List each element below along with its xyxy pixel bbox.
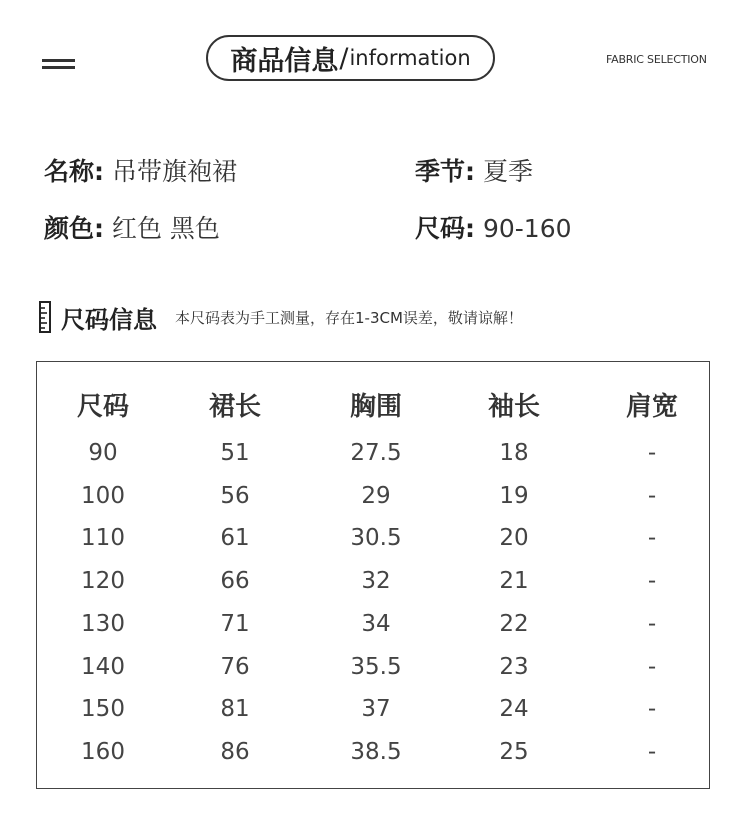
- product-color: [44, 209, 220, 245]
- table-cell: 30.5: [350, 525, 402, 552]
- page-title: 商品信息: [230, 45, 339, 77]
- table-cell: 21: [499, 568, 529, 595]
- table-cell: 32: [361, 568, 391, 595]
- table-cell: 81: [220, 696, 250, 723]
- season-value: 夏季: [482, 157, 533, 186]
- table-cell: 29: [361, 482, 391, 509]
- table-row: [37, 739, 709, 771]
- table-cell: 38.5: [350, 738, 402, 765]
- table-cell: -: [647, 738, 657, 765]
- table-cell: 86: [220, 738, 250, 765]
- table-cell: 23: [499, 653, 529, 680]
- season-label: 季节:: [415, 157, 475, 186]
- table-cell: 35.5: [350, 653, 402, 680]
- table-row: [37, 696, 709, 728]
- table-row: [37, 654, 709, 686]
- product-size: [415, 209, 572, 245]
- table-cell: 27.5: [350, 440, 402, 466]
- menu-icon: [42, 59, 75, 69]
- table-cell: 100: [81, 482, 125, 509]
- table-cell: -: [647, 440, 657, 466]
- header-sleeve: 袖长: [487, 392, 541, 422]
- table-cell: 34: [361, 610, 391, 637]
- table-cell: 160: [81, 738, 125, 765]
- table-cell: 24: [499, 696, 529, 723]
- name-label: 名称:: [44, 157, 104, 186]
- product-name: [44, 152, 237, 188]
- table-cell: -: [647, 696, 657, 723]
- table-cell: 90: [88, 440, 118, 466]
- color-value: 红色 黑色: [111, 214, 220, 243]
- header-length: 裙长: [208, 392, 262, 422]
- title-separator: /: [339, 42, 349, 74]
- name-value: 吊带旗袍裙: [111, 157, 237, 186]
- table-cell: 66: [220, 568, 250, 595]
- product-season: [415, 152, 533, 188]
- table-cell: 71: [220, 610, 250, 637]
- table-cell: 61: [220, 525, 250, 552]
- table-cell: 120: [81, 568, 125, 595]
- size-section-note: 本尺码表为手工测量，存在1-3CM误差，敬请谅解！: [175, 308, 523, 327]
- table-row: [37, 611, 709, 643]
- section-title-pill: [206, 35, 495, 81]
- size-section-title: 尺码信息: [61, 305, 157, 334]
- table-cell: 56: [220, 482, 250, 509]
- size-table: [36, 361, 710, 789]
- table-row: [37, 483, 709, 515]
- size-label: 尺码:: [415, 214, 475, 243]
- table-cell: 76: [220, 653, 250, 680]
- table-row: [37, 568, 709, 600]
- fabric-selection-label: FABRIC SELECTION: [606, 53, 707, 66]
- ruler-icon: [39, 301, 51, 333]
- table-cell: 19: [499, 482, 529, 509]
- table-row: [37, 440, 709, 472]
- table-cell: -: [647, 653, 657, 680]
- table-cell: -: [647, 525, 657, 552]
- table-cell: 18: [499, 440, 529, 466]
- table-cell: 140: [81, 653, 125, 680]
- table-cell: 110: [81, 525, 125, 552]
- table-cell: 25: [499, 738, 529, 765]
- size-value: 90-160: [482, 214, 572, 243]
- table-cell: 150: [81, 696, 125, 723]
- table-cell: 130: [81, 610, 125, 637]
- table-cell: -: [647, 482, 657, 509]
- table-cell: 20: [499, 525, 529, 552]
- table-row: [37, 525, 709, 557]
- table-cell: 37: [361, 696, 391, 723]
- table-cell: 51: [220, 440, 250, 466]
- header-size: 尺码: [76, 392, 130, 422]
- table-cell: -: [647, 610, 657, 637]
- size-section-header: [39, 300, 719, 334]
- color-label: 颜色:: [44, 214, 104, 243]
- table-cell: 22: [499, 610, 529, 637]
- header-chest: 胸围: [349, 392, 403, 422]
- header-shoulder: 肩宽: [625, 392, 679, 422]
- table-cell: -: [647, 568, 657, 595]
- page-title-english: information: [349, 46, 471, 70]
